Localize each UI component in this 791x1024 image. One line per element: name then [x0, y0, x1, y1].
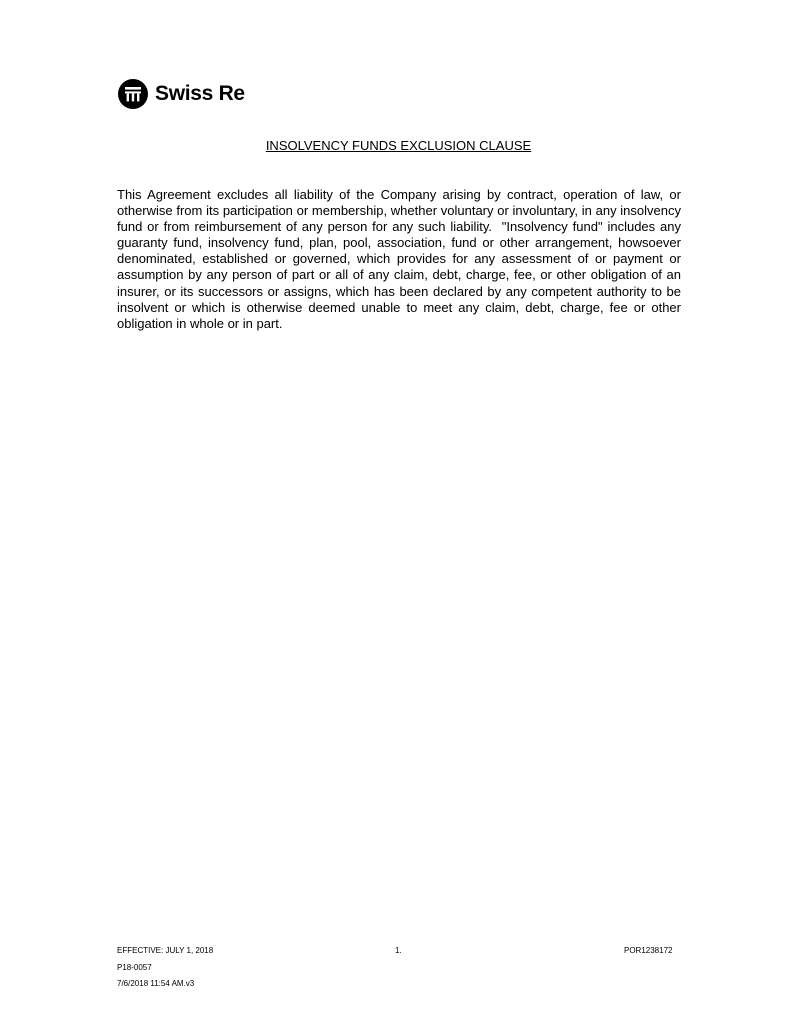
swiss-re-logo — [118, 79, 245, 109]
document-title: INSOLVENCY FUNDS EXCLUSION CLAUSE — [265, 138, 532, 153]
footer-page-number: 1. — [395, 946, 402, 955]
footer-form-code: P18-0057 — [117, 963, 152, 972]
footer-effective-date: EFFECTIVE: JULY 1, 2018 — [117, 946, 214, 955]
clause-body: This Agreement excludes all liability of the Company arising by contract, operation of law, or otherwise from its participation or membership, whether voluntary or involuntary, in any insolvency fund or from reimbursement of any person for any such liability. "Insolvency fund" includes any guaranty fund, insolvency fund, plan, pool, association, fund or other arrangement, howsoever denominated, established or governed, which provides for any assessment of or payment or assumption by any person of part or all of any claim, debt, charge, fee, or other obligation of an insurer, or its successors or assigns, which has been declared by any competent authority to be insolvent or which is otherwise deemed unable to meet any claim, debt, charge, fee or other obligation in whole or in part. — [117, 187, 685, 331]
footer-reference: POR1238172 — [624, 946, 673, 955]
swiss-re-logo-icon — [118, 79, 148, 109]
footer-timestamp: 7/6/2018 11:54 AM.v3 — [117, 979, 195, 988]
brand-name: Swiss Re — [155, 82, 245, 105]
